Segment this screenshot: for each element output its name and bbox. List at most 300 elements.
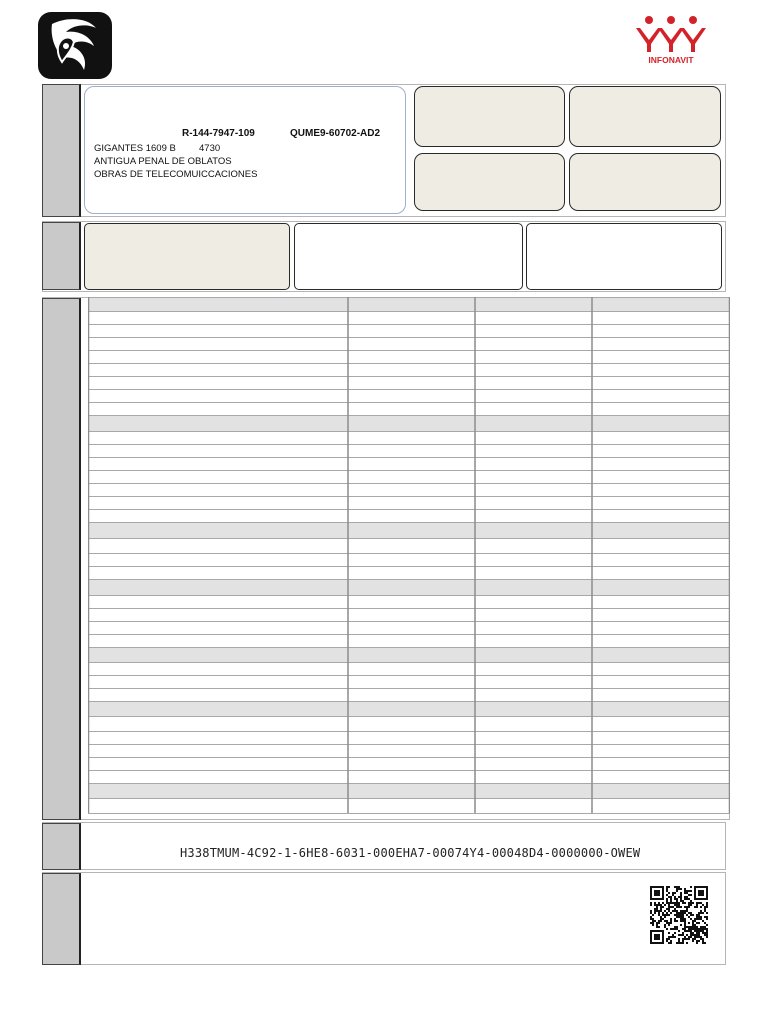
qr-module [656,908,658,910]
qr-module [658,922,660,924]
qr-module [694,918,696,920]
qr-module [696,914,698,916]
qr-module [664,924,666,926]
qr-module [666,888,668,890]
qr-module [686,930,688,932]
qr-module [650,912,652,914]
qr-module [666,902,668,904]
qr-module [676,928,678,930]
qr-module [670,900,672,902]
qr-module [650,904,652,906]
qr-module [688,912,690,914]
qr-module [680,898,682,900]
qr-module [670,918,672,920]
qr-module [676,886,678,888]
qr-module [682,920,684,922]
qr-module [700,930,702,932]
qr-module [674,928,676,930]
qr-module [664,920,666,922]
qr-module [692,940,694,942]
qr-module [668,922,670,924]
qr-module [678,916,680,918]
section-tab-2 [42,222,81,290]
qr-module [660,908,662,910]
qr-module [660,910,662,912]
qr-module [700,918,702,920]
qr-module [678,904,680,906]
qr-module [656,926,658,928]
qr-module [692,934,694,936]
qr-module [696,904,698,906]
qr-module [706,906,708,908]
qr-module [668,896,670,898]
qr-module [682,900,684,902]
qr-module [682,942,684,944]
qr-module [660,920,662,922]
qr-module [686,914,688,916]
qr-module [688,894,690,896]
qr-module [702,932,704,934]
qr-module [654,904,656,906]
qr-module [672,902,674,904]
qr-module [668,908,670,910]
qr-module [702,920,704,922]
qr-module [698,936,700,938]
qr-module [698,934,700,936]
qr-module [698,914,700,916]
qr-module [690,936,692,938]
qr-module [704,922,706,924]
qr-module [692,914,694,916]
qr-module [668,902,670,904]
registro-patronal: R-144-7947-109 [182,128,255,139]
qr-module [690,930,692,932]
qr-module [668,942,670,944]
qr-module [690,918,692,920]
qr-module [704,916,706,918]
qr-module [704,928,706,930]
qr-module [676,910,678,912]
qr-module [674,926,676,928]
qr-module [664,926,666,928]
qr-module [698,912,700,914]
qr-module [684,910,686,912]
qr-module [688,922,690,924]
qr-module [652,924,654,926]
rfc: QUME9-60702-AD2 [290,128,381,139]
qr-module [668,932,670,934]
qr-module [680,912,682,914]
qr-module [666,886,668,888]
qr-module [682,934,684,936]
qr-module [656,906,658,908]
qr-module [654,934,660,940]
qr-module [654,910,656,912]
qr-module [698,940,700,942]
qr-module [678,912,680,914]
qr-module [650,910,652,912]
qr-code-icon [650,886,708,944]
qr-module [690,886,692,888]
field-box-1 [414,86,565,147]
qr-module [656,904,658,906]
qr-module [670,936,672,938]
qr-module [650,902,652,904]
qr-module [690,928,692,930]
qr-module [670,942,672,944]
qr-module [686,910,688,912]
qr-module [700,926,702,928]
qr-module [682,916,684,918]
qr-module [674,932,676,934]
qr-module [666,914,668,916]
qr-module [682,912,684,914]
qr-module [678,938,680,940]
qr-module [690,890,692,892]
qr-module [684,922,686,924]
qr-module [666,912,668,914]
qr-module [686,898,688,900]
qr-module [678,896,680,898]
qr-module [672,936,674,938]
section-tab-1 [42,84,81,217]
qr-module [706,924,708,926]
qr-module [686,906,688,908]
qr-module [650,922,652,924]
qr-module [688,904,690,906]
section-tab-4 [42,823,81,870]
field-box-3 [414,153,565,211]
qr-module [656,924,658,926]
qr-module [684,918,686,920]
qr-module [706,934,708,936]
qr-module [706,902,708,904]
qr-module [694,924,696,926]
qr-module [686,934,688,936]
qr-module [676,888,678,890]
qr-module [668,904,670,906]
qr-module [684,912,686,914]
section-tab-5 [42,873,81,965]
period-box-1 [84,223,290,290]
qr-module [680,888,682,890]
qr-module [666,900,668,902]
qr-module [698,932,700,934]
qr-module [674,904,676,906]
qr-module [670,896,672,898]
qr-module [666,938,668,940]
qr-module [684,906,686,908]
qr-module [684,924,686,926]
qr-module [686,890,688,892]
qr-module [680,918,682,920]
qr-module [674,918,676,920]
qr-module [690,902,692,904]
qr-module [690,934,692,936]
qr-module [688,926,690,928]
qr-module [664,914,666,916]
qr-module [684,930,686,932]
qr-module [660,918,662,920]
qr-module [684,898,686,900]
qr-module [682,938,684,940]
qr-module [700,910,702,912]
qr-module [666,908,668,910]
qr-module [658,910,660,912]
qr-module [678,942,680,944]
qr-module [698,922,700,924]
qr-module [674,886,676,888]
qr-module [704,908,706,910]
qr-module [686,908,688,910]
qr-module [678,930,680,932]
table-shaded-row [88,297,730,311]
qr-module [694,928,696,930]
qr-module [668,914,670,916]
qr-module [688,890,690,892]
qr-module [706,912,708,914]
line-capture-code: H338TMUM-4C92-1-6HE8-6031-000EHA7-00074Y4-00048D4-0000000-OWEW [180,846,641,860]
qr-module [692,928,694,930]
qr-module [670,898,672,900]
qr-module [674,914,676,916]
qr-module [676,920,678,922]
qr-module [706,932,708,934]
qr-module [674,920,676,922]
qr-module [676,906,678,908]
qr-module [682,940,684,942]
qr-module [654,912,656,914]
address-street: GIGANTES 1609 B [94,143,176,154]
qr-module [702,928,704,930]
qr-module [680,942,682,944]
qr-module [680,924,682,926]
qr-module [668,910,670,912]
qr-module [702,940,704,942]
field-box-2 [569,86,721,147]
infonavit-logo [636,14,706,66]
qr-module [682,914,684,916]
qr-module [692,902,694,904]
qr-module [704,906,706,908]
qr-module [690,912,692,914]
qr-module [678,902,680,904]
qr-module [686,896,688,898]
qr-module [682,932,684,934]
qr-module [696,926,698,928]
qr-module [676,904,678,906]
qr-module [658,920,660,922]
qr-module [678,940,680,942]
qr-module [674,910,676,912]
qr-module [684,890,686,892]
qr-module [654,920,656,922]
qr-module [652,922,654,924]
qr-module [696,918,698,920]
qr-module [680,900,682,902]
qr-module [680,914,682,916]
qr-module [700,912,702,914]
qr-module [706,928,708,930]
qr-module [672,894,674,896]
field-box-4 [569,153,721,211]
qr-module [656,910,658,912]
qr-module [686,942,688,944]
qr-module [682,910,684,912]
qr-module [658,914,660,916]
qr-module [678,914,680,916]
qr-module [704,910,706,912]
qr-module [694,938,696,940]
qr-module [670,902,672,904]
qr-module [688,902,690,904]
activity: OBRAS DE TELECOMUICCACIONES [94,169,258,180]
qr-module [666,898,668,900]
qr-module [676,916,678,918]
table-shaded-row [88,415,730,431]
qr-module [690,900,692,902]
qr-module [704,942,706,944]
qr-module [684,926,686,928]
qr-module [690,932,692,934]
qr-module [680,910,682,912]
qr-module [694,934,696,936]
qr-module [670,922,672,924]
qr-module [696,940,698,942]
qr-module [680,906,682,908]
qr-module [676,912,678,914]
qr-module [702,942,704,944]
qr-module [700,902,702,904]
eagle-seal-logo [38,12,112,79]
qr-module [684,920,686,922]
qr-module [684,928,686,930]
qr-module [688,906,690,908]
qr-module [706,916,708,918]
qr-module [696,916,698,918]
qr-module [668,938,670,940]
qr-module [662,906,664,908]
qr-module [662,902,664,904]
qr-module [704,926,706,928]
qr-section [42,872,726,965]
qr-module [664,910,666,912]
qr-module [654,908,656,910]
qr-module [702,912,704,914]
qr-module [684,892,686,894]
qr-module [696,932,698,934]
qr-module [692,926,694,928]
qr-module [686,892,688,894]
qr-module [670,906,672,908]
qr-module [690,914,692,916]
qr-module [680,894,682,896]
table-shaded-row [88,522,730,538]
qr-module [706,936,708,938]
qr-module [672,934,674,936]
qr-module [676,926,678,928]
contributions-table [88,297,730,820]
qr-module [674,898,676,900]
qr-module [666,928,668,930]
qr-module [702,926,704,928]
period-box-3 [526,223,722,290]
qr-module [660,906,662,908]
qr-module [652,914,654,916]
qr-module [706,918,708,920]
qr-module [662,914,664,916]
qr-module [700,936,702,938]
qr-module [700,906,702,908]
qr-module [690,926,692,928]
qr-module [654,902,656,904]
qr-module [668,924,670,926]
qr-module [698,928,700,930]
qr-module [698,890,704,896]
qr-module [698,930,700,932]
qr-module [680,896,682,898]
qr-module [684,902,686,904]
qr-module [672,892,674,894]
qr-module [670,928,672,930]
qr-module [688,916,690,918]
qr-module [650,918,652,920]
qr-module [704,932,706,934]
qr-module [694,906,696,908]
period-box-2 [294,223,523,290]
qr-module [672,910,674,912]
qr-module [692,932,694,934]
qr-module [704,934,706,936]
qr-module [654,890,660,896]
qr-module [694,936,696,938]
qr-module [686,938,688,940]
qr-module [698,902,700,904]
qr-module [660,904,662,906]
qr-module [668,936,670,938]
qr-module [674,936,676,938]
qr-module [688,898,690,900]
section-tab-3 [42,298,81,820]
qr-module [678,888,680,890]
qr-module [688,928,690,930]
qr-module [670,912,672,914]
qr-module [678,906,680,908]
qr-module [700,916,702,918]
qr-module [658,912,660,914]
qr-module [664,916,666,918]
qr-module [696,928,698,930]
qr-module [674,908,676,910]
qr-module [702,930,704,932]
qr-module [696,922,698,924]
qr-module [680,916,682,918]
qr-module [700,938,702,940]
qr-module [694,926,696,928]
qr-module [676,898,678,900]
qr-module [696,930,698,932]
address-colony: ANTIGUA PENAL DE OBLATOS [94,156,232,167]
address-number: 4730 [199,143,221,154]
qr-module [688,938,690,940]
qr-module [666,922,668,924]
qr-module [702,904,704,906]
qr-module [672,928,674,930]
qr-module [696,936,698,938]
qr-module [656,922,658,924]
qr-module [684,936,686,938]
qr-module [706,930,708,932]
